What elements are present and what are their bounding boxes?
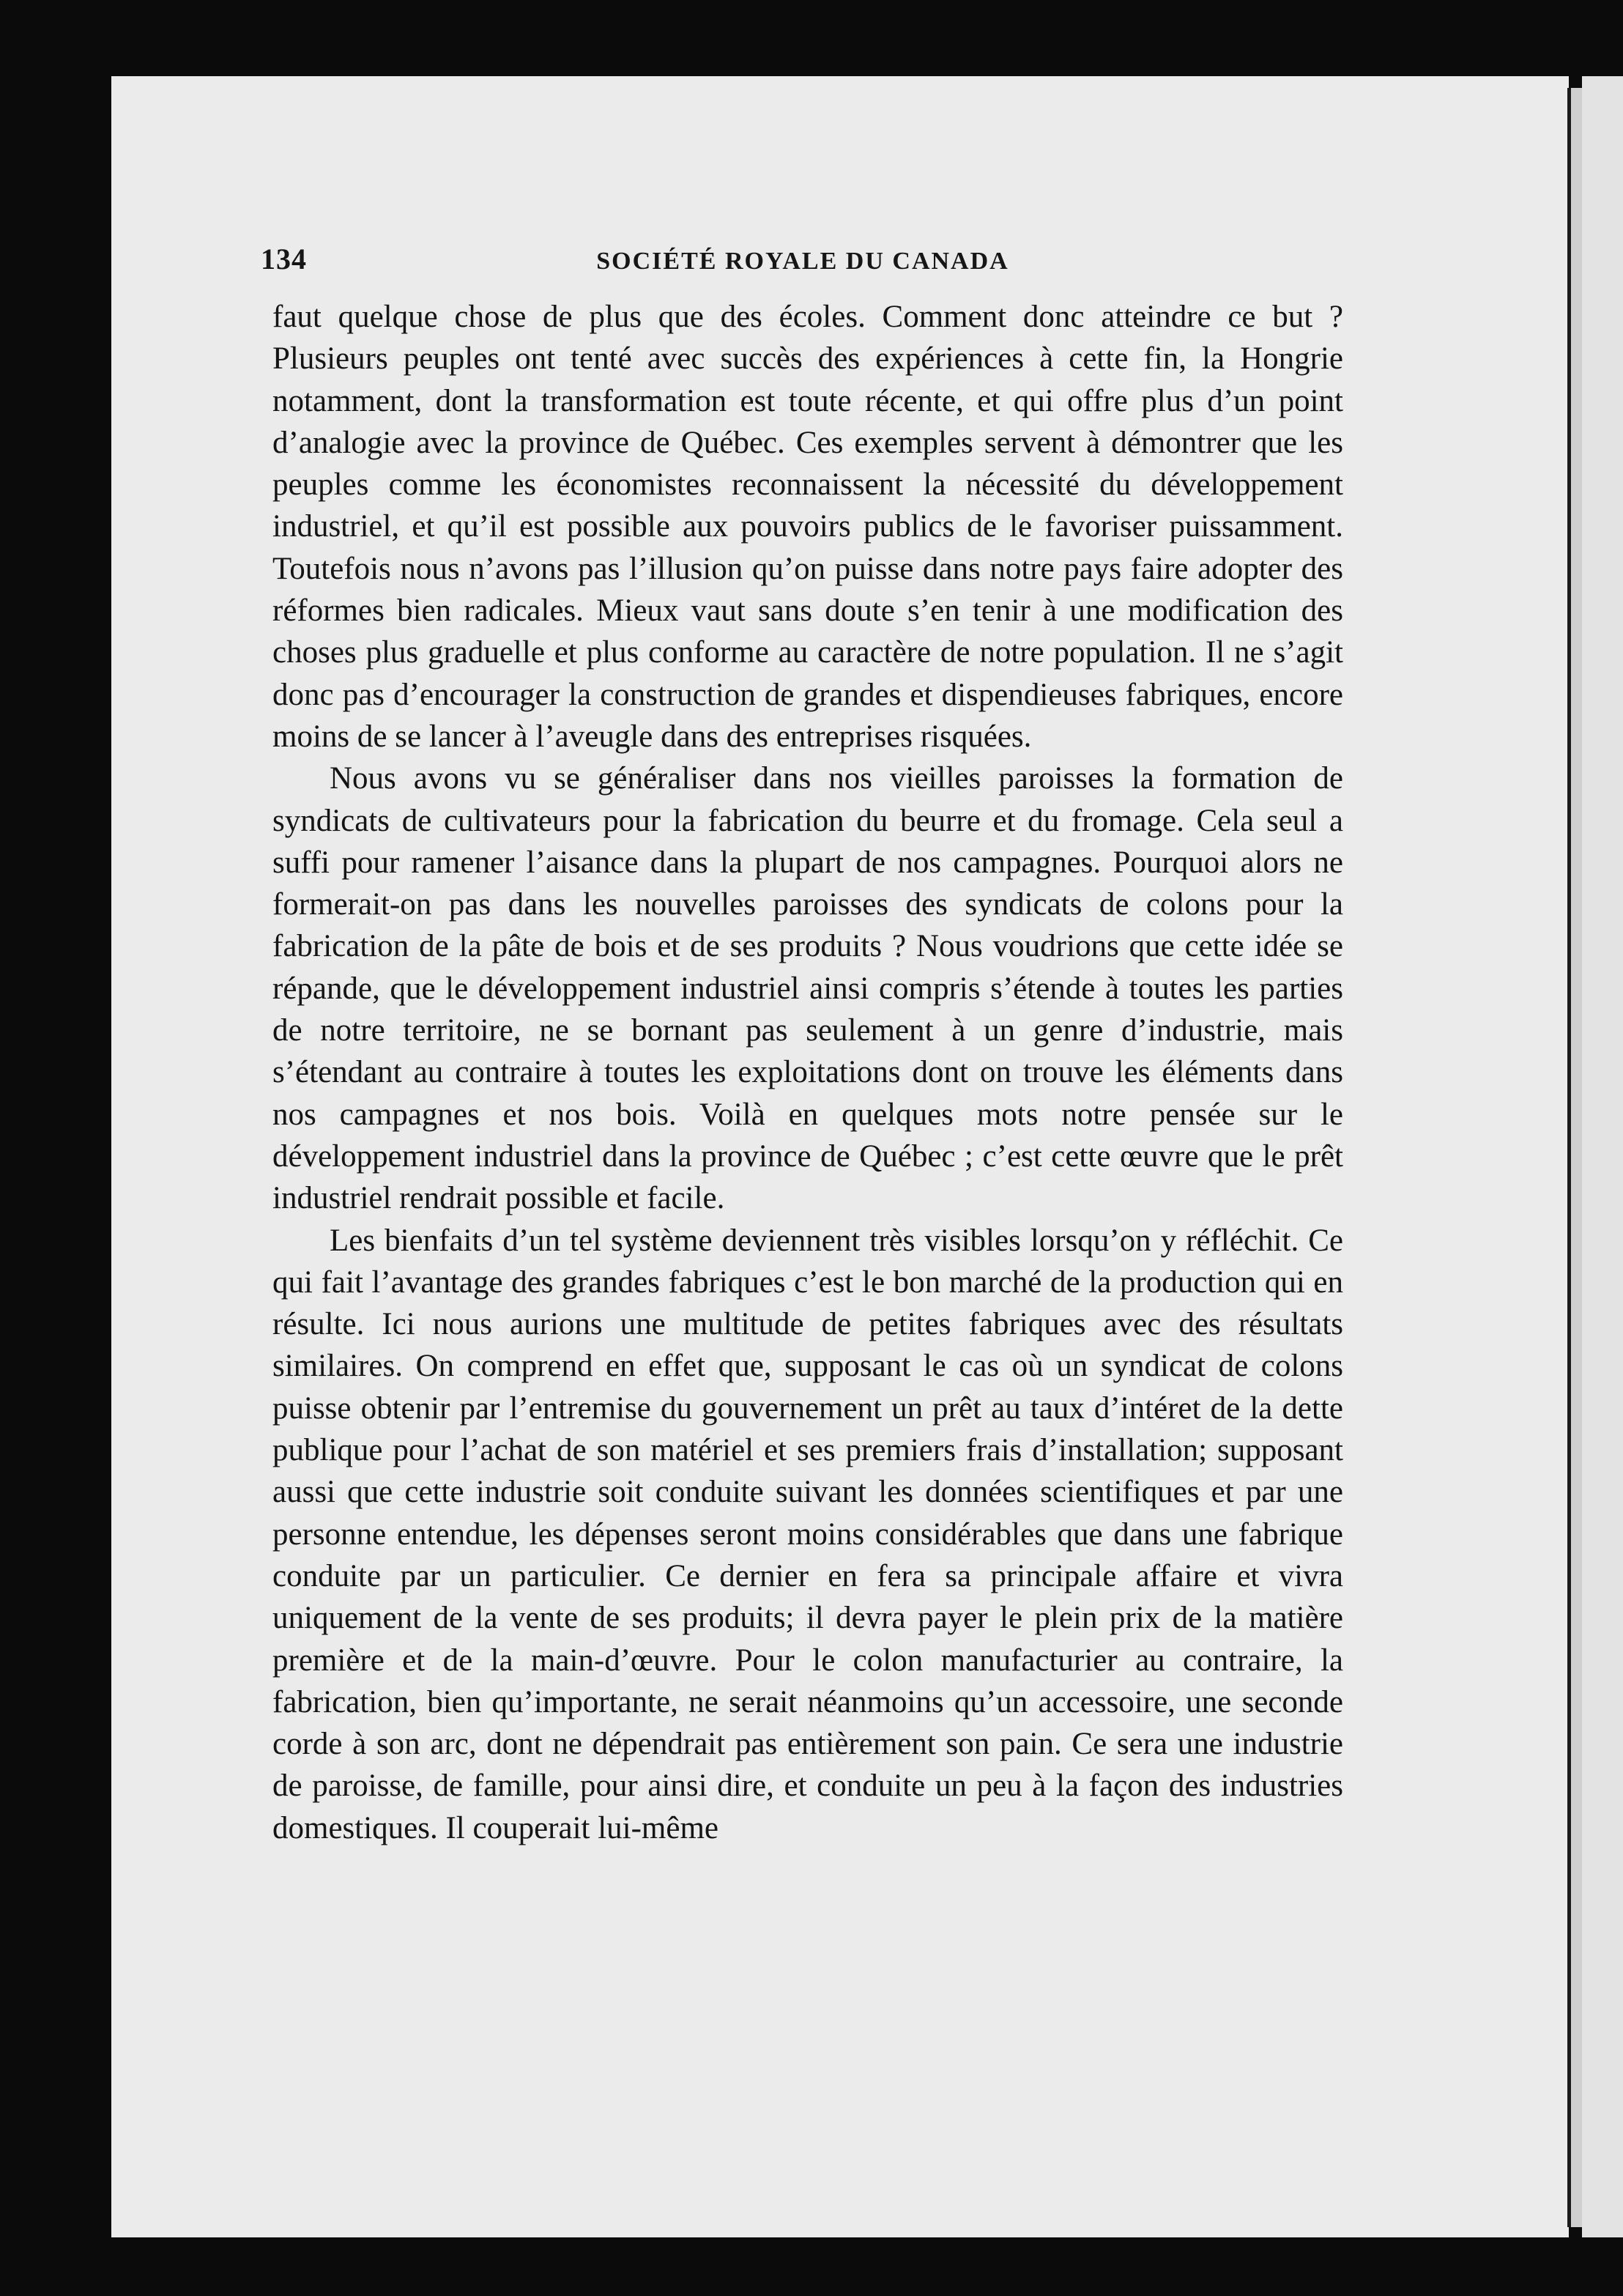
- page-gutter: [1567, 88, 1583, 2227]
- paragraph-1: faut quelque chose de plus que des écoles. Comment donc atteindre ce but ? Plusieurs peuples ont tenté avec succès des expériences à cette fin, la Hongrie notamment, dont la transformation est toute récente, et qui offre plus d’un point d’analogie avec la province de Québec. Ces exemples servent à démontrer que les peuples comme les économistes reconnaissent la nécessité du développement industriel, et qu’il est possible aux pouvoirs publics de le favoriser puissamment. Toutefois nous n’avons pas l’illusion qu’on puisse dans notre pays faire adopter des réformes bien radicales. Mieux vaut sans doute s’en tenir à une modification des choses plus graduelle et plus conforme au caractère de notre population. Il ne s’agit donc pas d’encourager la construction de grandes et dispendieuses fabriques, encore moins de se lancer à l’aveugle dans des entreprises risquées.: [272, 300, 1343, 754]
- running-title: SOCIÉTÉ ROYALE DU CANADA: [596, 248, 1009, 275]
- paragraph-3: Les bienfaits d’un tel système deviennent très visibles lorsqu’on y réfléchit. Ce qui fait l’avantage des grandes fabriques c’est le bon marché de la production qui en résulte. Ici nous aurions une multitude de petites fabriques avec des résultats similaires. On comprend en effet que, supposant le cas où un syndicat de colons puisse obtenir par l’entremise du gouvernement un prêt au taux d’intéret de la dette publique pour l’achat de son matériel et ses premiers frais d’installation; supposant aussi que cette industrie soit conduite suivant les données scientifiques et par une personne entendue, les dépenses seront moins considérables que dans une fabrique conduite par un particulier. Ce dernier en fera sa principale affaire et vivra uniquement de la vente de ses produits; il devra payer le plein prix de la matière première et de la main-d’œuvre. Pour le colon manufacturier au contraire, la fabrication, bien qu’importante, ne serait néanmoins qu’un accessoire, une seconde corde à son arc, dont ne dépendrait pas entièrement son pain. Ce sera une industrie de paroisse, de famille, pour ainsi dire, et conduite un peu à la façon des industries domestiques. Il couperait lui-même: [272, 1223, 1343, 1845]
- page-header: [261, 242, 1345, 286]
- paragraph-2: Nous avons vu se généraliser dans nos vieilles paroisses la formation de syndicats de cultivateurs pour la fabrication du beurre et du fromage. Cela seul a suffi pour ramener l’aisance dans la plupart de nos campagnes. Pourquoi alors ne formerait-on pas dans les nouvelles paroisses des syndicats de colons pour la fabrication de la pâte de bois et de ses produits ? Nous voudrions que cette idée se répande, que le développement industriel ainsi compris s’étende à toutes les parties de notre territoire, ne se bornant pas seulement à un genre d’industrie, mais s’étendant au contraire à toutes les exploitations dont on trouve les éléments dans nos campagnes et nos bois. Voilà en quelques mots notre pensée sur le développement industriel dans la province de Québec ; c’est cette œuvre que le prêt industriel rendrait possible et facile.: [272, 761, 1343, 1216]
- page-number: 134: [261, 242, 307, 275]
- facing-page-edge: [1582, 76, 1623, 2237]
- body-text: [272, 296, 1343, 1849]
